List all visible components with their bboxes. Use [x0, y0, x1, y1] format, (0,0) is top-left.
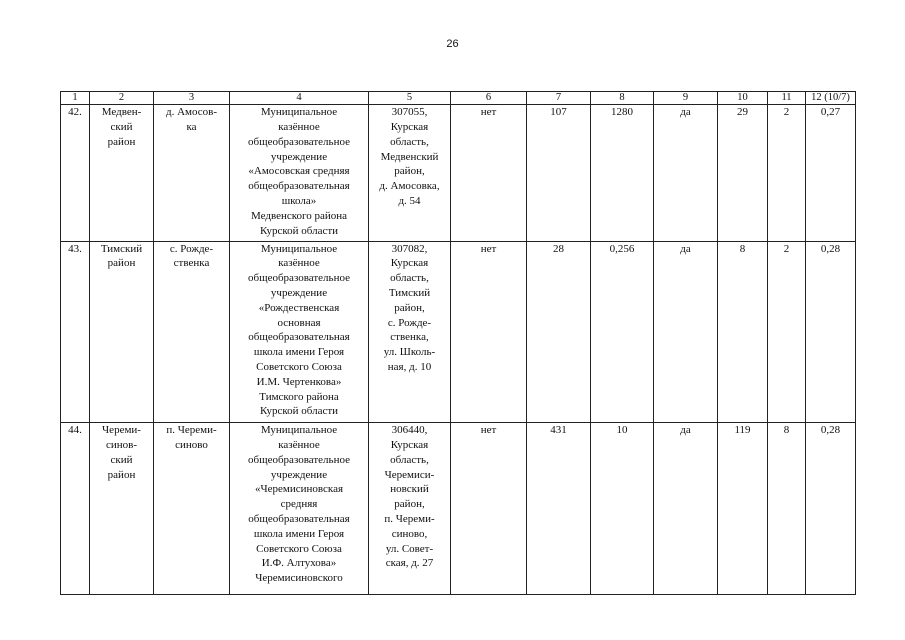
text-line: д. Амосов-: [165, 106, 217, 119]
text-line: Черемисиновского: [255, 572, 343, 585]
address-cell: [369, 241, 451, 423]
text-line: Курская: [390, 257, 429, 270]
institution-cell: [230, 241, 369, 423]
col6-cell: нет: [451, 241, 527, 423]
text-line: с. Рожде-: [387, 316, 432, 329]
col12-cell: 0,28: [806, 241, 856, 423]
row-number: 43.: [61, 241, 90, 423]
text-line: ка: [186, 121, 197, 133]
text-line: район,: [394, 498, 425, 511]
district-cell: [90, 105, 154, 241]
text-line: И.М. Чертенкова»: [256, 375, 342, 388]
text-line: район: [107, 135, 136, 148]
text-line: синов-: [105, 438, 137, 451]
col8-cell: 1280: [591, 105, 654, 241]
text-line: область,: [390, 453, 429, 466]
col7-cell: 107: [527, 105, 591, 241]
text-line: Курская: [390, 121, 429, 133]
text-line: д. Амосовка,: [379, 180, 440, 193]
text-line: п. Череми-: [166, 424, 217, 437]
column-header: 5: [369, 92, 451, 105]
column-header: 9: [654, 92, 718, 105]
text-line: ский: [110, 453, 133, 466]
address-cell: [369, 105, 451, 241]
row-number: 44.: [61, 423, 90, 595]
col9-cell: да: [654, 423, 718, 595]
text-line: 307082,: [391, 242, 428, 255]
text-line: Тимский: [100, 242, 143, 255]
text-line: д. 54: [398, 194, 421, 207]
table-row: [61, 241, 856, 423]
text-line: Череми-: [102, 424, 141, 437]
table-header-row: [61, 92, 856, 105]
text-line: район: [107, 468, 136, 481]
text-line: общеобразовательное: [248, 135, 350, 148]
text-line: синово,: [391, 527, 428, 540]
column-header: 11: [768, 92, 806, 105]
text-line: 307055,: [391, 106, 428, 119]
column-header: 8: [591, 92, 654, 105]
text-line: И.Ф. Алтухова»: [261, 557, 337, 570]
text-line: учреждение: [270, 150, 328, 163]
text-line: Черемиси-: [384, 468, 435, 481]
text-line: «Амосовская средняя: [248, 165, 350, 178]
text-line: Курской области: [259, 224, 339, 237]
col11-cell: 8: [768, 423, 806, 595]
column-header: 1: [61, 92, 90, 105]
page-number: 26: [446, 38, 459, 50]
district-cell: [90, 241, 154, 423]
text-line: ственка,: [390, 331, 429, 344]
col9-cell: да: [654, 105, 718, 241]
text-line: Тимский: [388, 287, 431, 299]
text-line: Советского Союза: [256, 542, 342, 555]
text-line: с. Рожде-: [169, 242, 214, 255]
table-row: [61, 105, 856, 241]
text-line: Муниципальное: [260, 424, 338, 437]
text-line: школа имени Героя: [253, 527, 345, 540]
text-line: ная, д. 10: [387, 360, 432, 373]
text-line: Муниципальное: [260, 242, 338, 255]
text-line: учреждение: [270, 287, 328, 299]
col10-cell: 119: [718, 423, 768, 595]
text-line: школа»: [281, 194, 317, 207]
text-line: ская, д. 27: [385, 557, 434, 570]
text-line: казённое: [278, 121, 320, 133]
text-line: основная: [277, 316, 321, 329]
data-table: [60, 91, 856, 595]
text-line: школа имени Героя: [253, 346, 345, 359]
text-line: ул. Совет-: [385, 542, 434, 555]
text-line: район: [107, 257, 136, 270]
text-line: 306440,: [391, 424, 428, 437]
text-line: Муниципальное: [260, 106, 338, 119]
text-line: общеобразовательное: [248, 453, 350, 466]
text-line: общеобразовательная: [248, 512, 350, 525]
col8-cell: 10: [591, 423, 654, 595]
text-line: общеобразовательная: [248, 331, 350, 344]
district-cell: [90, 423, 154, 595]
text-line: ул. Школь-: [383, 346, 436, 359]
col6-cell: нет: [451, 105, 527, 241]
text-line: Тимского района: [259, 390, 339, 403]
col6-cell: нет: [451, 423, 527, 595]
column-header: 10: [718, 92, 768, 105]
text-line: казённое: [278, 438, 320, 451]
settlement-cell: [154, 423, 230, 595]
col12-cell: 0,27: [806, 105, 856, 241]
column-header: 7: [527, 92, 591, 105]
text-line: Курская: [390, 438, 429, 451]
text-line: Курской области: [259, 405, 339, 418]
column-header: 6: [451, 92, 527, 105]
text-line: Медвенский: [380, 150, 439, 163]
text-line: Медвен-: [101, 106, 142, 119]
settlement-cell: [154, 241, 230, 423]
column-header: 4: [230, 92, 369, 105]
column-header: 12 (10/7): [806, 92, 856, 105]
col7-cell: 431: [527, 423, 591, 595]
text-line: область,: [390, 135, 429, 148]
text-line: средняя: [280, 498, 318, 511]
text-line: Медвенского района: [250, 209, 348, 222]
text-line: казённое: [278, 257, 320, 270]
column-header: 3: [154, 92, 230, 105]
row-number: 42.: [61, 105, 90, 241]
settlement-cell: [154, 105, 230, 241]
text-line: Советского Союза: [256, 360, 342, 373]
col11-cell: 2: [768, 105, 806, 241]
text-line: «Рождественская: [258, 301, 340, 314]
text-line: новский: [390, 483, 429, 496]
text-line: ственка: [173, 257, 210, 270]
col12-cell: 0,28: [806, 423, 856, 595]
col10-cell: 29: [718, 105, 768, 241]
address-cell: [369, 423, 451, 595]
text-line: «Черемисиновская: [254, 483, 344, 496]
col11-cell: 2: [768, 241, 806, 423]
text-line: п. Череми-: [384, 512, 435, 525]
institution-cell: [230, 105, 369, 241]
text-line: общеобразовательная: [248, 180, 350, 193]
text-line: синово: [175, 438, 208, 451]
table-row: [61, 423, 856, 595]
institution-cell: [230, 423, 369, 595]
text-line: область,: [390, 272, 429, 285]
column-header: 2: [90, 92, 154, 105]
text-line: ский: [110, 121, 133, 133]
col9-cell: да: [654, 241, 718, 423]
text-line: учреждение: [270, 468, 328, 481]
text-line: район,: [394, 165, 425, 178]
text-line: общеобразовательное: [248, 272, 350, 285]
col8-cell: 0,256: [591, 241, 654, 423]
col7-cell: 28: [527, 241, 591, 423]
col10-cell: 8: [718, 241, 768, 423]
text-line: район,: [394, 301, 425, 314]
